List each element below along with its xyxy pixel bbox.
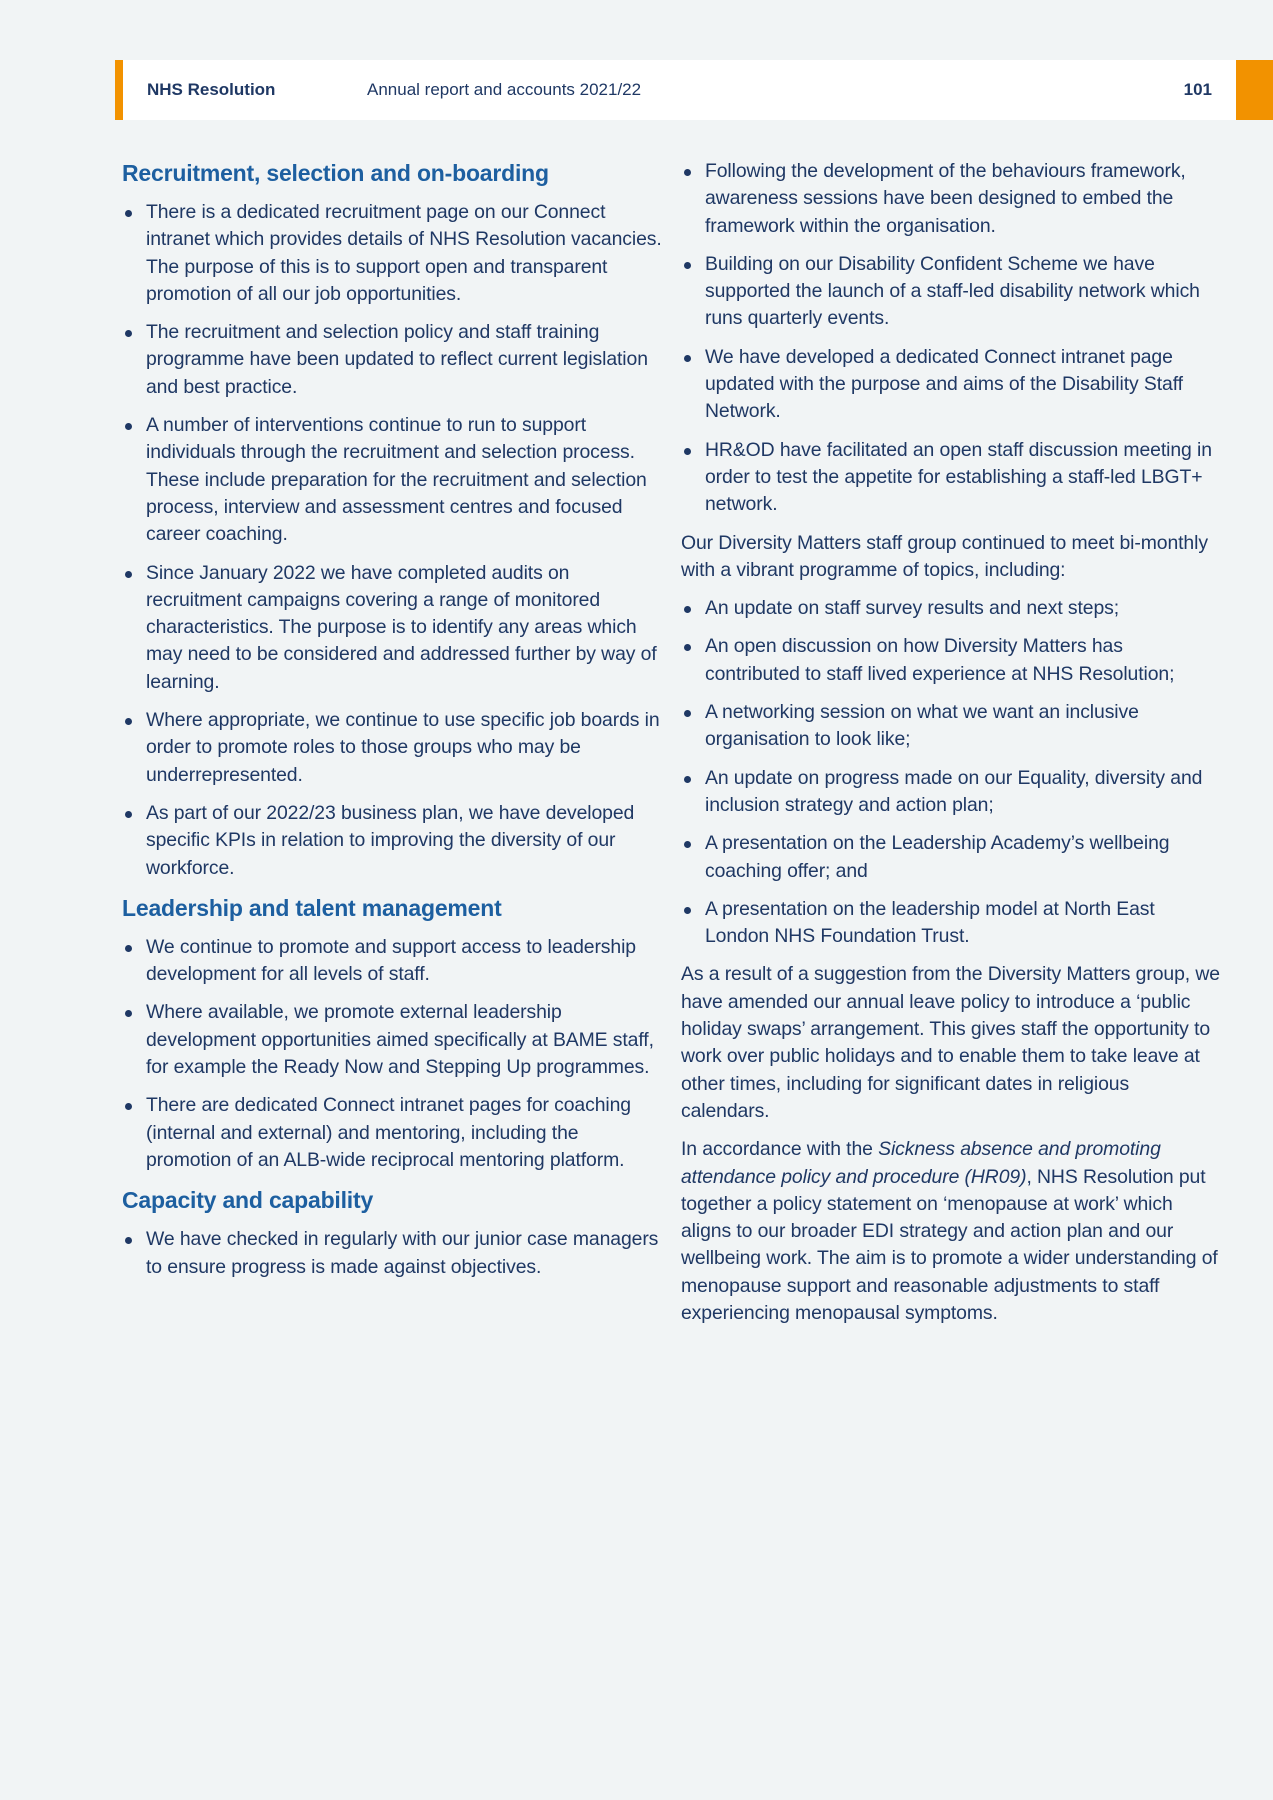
capacity-heading: Capacity and capability <box>122 1187 374 1214</box>
right-column <box>681 158 1221 1338</box>
list-item: A number of interventions continue to run to support individuals through the recruitment and selection process. These include preparation for the recruitment and selection process, interview and assessment centres and focused career coaching. <box>122 412 662 548</box>
page-header <box>115 60 1238 120</box>
list-item: We have developed a dedicated Connect intranet page updated with the purpose and aims of the Disability Staff Network. <box>681 344 1221 426</box>
diversity-intro: Our Diversity Matters staff group continued to meet bi-monthly with a vibrant programme of topics, including: <box>681 531 1208 581</box>
list-item: Where appropriate, we continue to use specific job boards in order to promote roles to those groups who may be underrepresented. <box>122 707 662 789</box>
recruitment-list <box>122 199 662 882</box>
policy-title: Sickness absence and promoting attendance policy and procedure (HR09) <box>681 1138 1161 1188</box>
left-column <box>122 158 662 1292</box>
leadership-heading: Leadership and talent management <box>122 894 502 921</box>
diversity-topics-list <box>681 595 1221 950</box>
organisation-name: NHS Resolution <box>147 80 276 99</box>
list-item: As part of our 2022/23 business plan, we have developed specific KPIs in relation to improving the diversity of our workforce. <box>122 800 662 882</box>
menopause-prefix: In accordance with the <box>681 1138 879 1161</box>
list-item: An update on progress made on our Equality, diversity and inclusion strategy and action plan; <box>681 765 1221 820</box>
list-item: A presentation on the Leadership Academy’s wellbeing coaching offer; and <box>681 830 1221 885</box>
list-item: Since January 2022 we have completed audits on recruitment campaigns covering a range of monitored characteristics. The purpose is to identify any areas which may need to be considered and addressed further by way of learning. <box>122 560 662 696</box>
leave-policy-paragraph: As a result of a suggestion from the Diversity Matters group, we have amended our annual leave policy to introduce a ‘public holiday swaps’ arrangement. This gives staff the opportunity to work over public holidays and to enable them to take leave at other times, including for significant dates in religious calendars. <box>681 963 1220 1122</box>
list-item: Where available, we promote external leadership development opportunities aimed specifically at BAME staff, for example the Ready Now and Stepping Up programmes. <box>122 999 662 1081</box>
list-item: Building on our Disability Confident Scheme we have supported the launch of a staff-led disability network which runs quarterly events. <box>681 251 1221 333</box>
menopause-suffix: , NHS Resolution put together a policy statement on ‘menopause at work’ which aligns to our broader EDI strategy and action plan and our wellbeing work. The aim is to promote a wider understanding of menopause support and reasonable adjustments to staff experiencing menopausal symptoms. <box>681 1165 1218 1324</box>
list-item: A presentation on the leadership model at North East London NHS Foundation Trust. <box>681 896 1221 951</box>
menopause-paragraph <box>681 1136 1221 1327</box>
document-title: Annual report and accounts 2021/22 <box>367 80 642 99</box>
list-item: There is a dedicated recruitment page on our Connect intranet which provides details of NHS Resolution vacancies. The purpose of this is to support open and transparent promotion of all our job opportunities. <box>122 199 662 308</box>
list-item: We continue to promote and support access to leadership development for all levels of staff. <box>122 934 662 989</box>
list-item: An update on staff survey results and next steps; <box>681 595 1221 622</box>
leadership-list <box>122 934 662 1174</box>
list-item: Following the development of the behaviours framework, awareness sessions have been designed to embed the framework within the organisation. <box>681 158 1221 240</box>
recruitment-heading: Recruitment, selection and on-boarding <box>122 160 549 186</box>
initiatives-list <box>681 158 1221 519</box>
list-item: There are dedicated Connect intranet pages for coaching (internal and external) and mentoring, including the promotion of an ALB-wide reciprocal mentoring platform. <box>122 1092 662 1174</box>
list-item: We have checked in regularly with our junior case managers to ensure progress is made against objectives. <box>122 1226 662 1281</box>
page-number: 101 <box>1183 80 1212 99</box>
list-item: HR&OD have facilitated an open staff discussion meeting in order to test the appetite for establishing a staff-led LBGT+ network. <box>681 437 1221 519</box>
header-accent-bar <box>115 60 123 120</box>
list-item: The recruitment and selection policy and staff training programme have been updated to reflect current legislation and best practice. <box>122 319 662 401</box>
side-tab-marker <box>1236 60 1273 120</box>
capacity-list <box>122 1226 662 1281</box>
list-item: A networking session on what we want an inclusive organisation to look like; <box>681 699 1221 754</box>
list-item: An open discussion on how Diversity Matters has contributed to staff lived experience at NHS Resolution; <box>681 633 1221 688</box>
